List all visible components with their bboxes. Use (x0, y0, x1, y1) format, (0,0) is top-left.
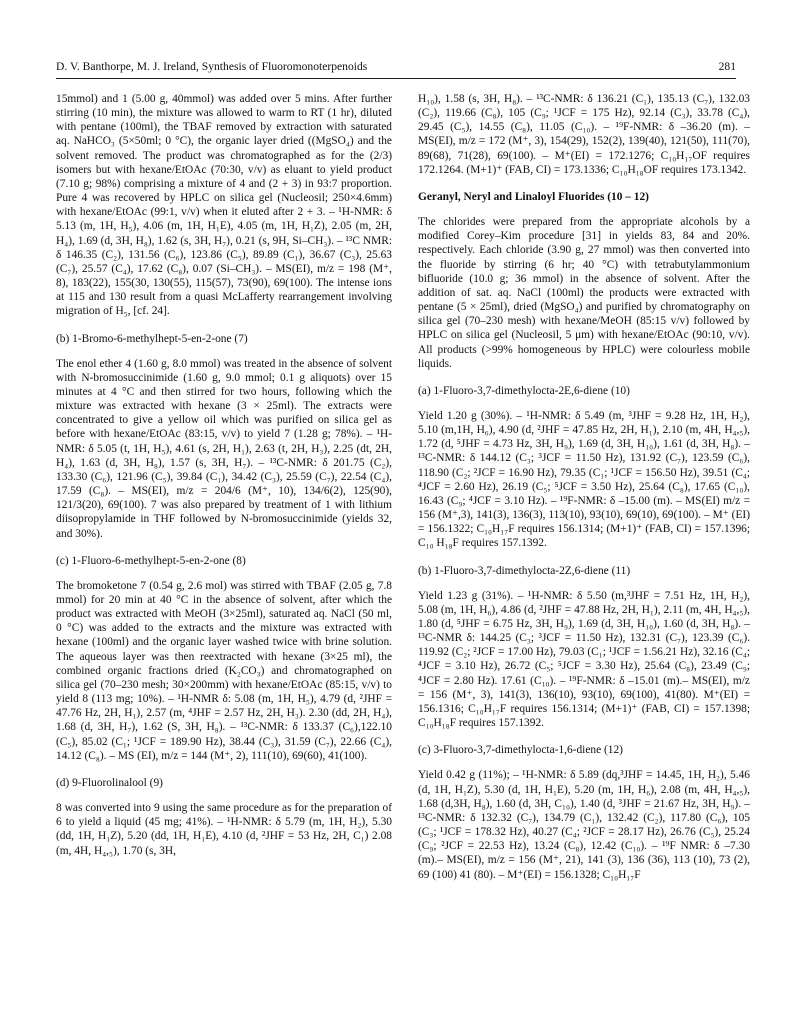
section-heading-c-linaloyl-fluoride: (c) 3-Fluoro-3,7-dimethylocta-1,6-diene (12) (418, 744, 623, 757)
paragraph-fluorolinalool-synthesis: 8 was converted into 9 using the same procedure as for the preparation of 6 to yield a liquid (45 mg; 41%). – ¹H-NMR: δ 5.79 (m, 1H, H₂), 5.30 (dd, 1H, H₁Z), 5.20 (dd, 1H, H₁E), 4.10 (d, ²JHF = 53 Hz, 2H, C₁) 2.08 (m, 4H, H₄,₅), 1.70 (s, 3H, (56, 802, 392, 857)
paragraph-neryl-fluoride: Yield 1.23 g (31%). – ¹H-NMR: δ 5.50 (m,³JHF = 7.51 Hz, 1H, H₂), 5.08 (m, 1H, H₆), 4.86 (d, ²JHF = 47.88 Hz, 2H, H₁), 2.11 (m, 4H, H₄,₅), 1.80 (d, ⁵JHF = 6.75 Hz, 3H, H₉), 1.69 (d, 3H, H₁₀), 1.60 (d, 3H, H₈). – ¹³C-NMR δ: 144.25 (C₃; ³JCF = 11.50 Hz), 132.31 (C₇), 123.39 (C₆). 119.92 (C₂; ²JCF = 17.00 Hz), 79.03 (C₁; ¹JCF = 1.56.21 Hz), 32.16 (C₄; ⁴JCF = 3.10 Hz), 26.72 (C₅; ⁵JCF = 3.30 Hz), 25.64 (C₈), 23.49 (C₉; ⁴JCF = 2.80 Hz). 17.61 (C₁₀). – ¹⁹F-NMR: δ –15.01 (m).– MS(EI), m/z = 156 (M⁺, 3), 141(3), 136(10), 93(10), 69(100), 41(80). M⁺(EI) = 156.1316; C₁₀H₁₇F requires 156.1314; (M+1)⁺ (FAB, CI) = 157.1398; C₁₀H₁₈F requires 157.1392. (418, 589, 750, 730)
section-heading-a-geranyl-fluoride: (a) 1-Fluoro-3,7-dimethylocta-2E,6-diene (10) (418, 384, 630, 397)
section-heading-d-fluorolinalool: (d) 9-Fluorolinalool (9) (56, 776, 163, 789)
paragraph-fluorolinalool-data: H₁₀), 1.58 (s, 3H, H₈). – ¹³C-NMR: δ 136.21 (C₁), 135.13 (C₇), 132.03 (C₂), 119.66 (C₈), 105 (C₉; ¹JCF = 175 Hz), 92.14 (C₃), 33.78 (C₄), 29.45 (C₅), 14.55 (C₈), 11.05 (C₁₀). – ¹⁹F-NMR: δ –36.20 (m). – MS(EI), m/z = 172 (M⁺, 3), 154(29), 152(2), 139(40), 121(50), 111(70), 89(68), 71(28), 69(100). – M⁺(EI) = 172.1276; C₁₀H₁₇OF requires 172.1264. (M+1)⁺ (FAB, CI) = 173.1336; C₁₀H₁₈OF requires 173.1342. (418, 93, 750, 176)
section-heading-fluorides: Geranyl, Neryl and Linaloyl Fluorides (10 – 12) (418, 190, 649, 203)
paragraph-linaloyl-fluoride: Yield 0.42 g (11%); – ¹H-NMR: δ 5.89 (dq,³JHF = 14.45, 1H, H₂), 5.46 (d, 1H, H₁Z), 5.30 (d, 1H, H₁E), 5.20 (m, 1H, H₆), 2.08 (m, 4H, H₄,₅), 1.68 (d,3H, H₈), 1.60 (d, 3H, C₁₀), 1.40 (d, ³JHF = 21.67 Hz, 3H, H₉). – ¹³C-NMR: δ 132.32 (C₇), 134.79 (C₁), 132.42 (C₂), 117.80 (C₆), 105 (C₃; ¹JCF = 178.32 Hz), 40.27 (C₄; ²JCF = 28.17 Hz), 26.76 (C₅), 25.24 (C₉; ²JCF = 22.53 Hz), 13.24 (C₈), 12.42 (C₁₀). – ¹⁹F NMR: δ –7.30 (m).– MS(EI), m/z = 156 (M⁺, 21), 141 (3), 136 (36), 113 (10), 73 (2), 69 (100) 41 (80). – M⁺(EI) = 156.1328; C₁₀H₁₇F (418, 769, 750, 881)
paragraph-bromoketone-synthesis: The enol ether 4 (1.60 g, 8.0 mmol) was treated in the absence of solvent with N-bromosuccinimide (1.60 g, 9.0 mmol; 0.1 g aliquots) over 15 minutes at 4 °C and then stirred for two hours, following which the mixture was extracted with hexane (3 × 25ml). The extracts were concentrated to give a yellow oil which was purified on silica gel as before with hexane/EtOAc (83:15, v/v) to yield 7 (1.28 g; 78%). – ¹H-NMR: δ 5.05 (t, 1H, H₅), 4.61 (s, 2H, H₁), 2.63 (t, 2H, H₃), 2.25 (dt, 2H, H₄), 1.63 (d, 3H, H₈), 1.57 (s, 3H, H₇). – ¹³C-NMR: δ 201.75 (C₂), 133.30 (C₆), 121.96 (C₅), 39.84 (C₁), 34.42 (C₃), 25.59 (C₇), 22.54 (C₄), 17.59 (C₈). – MS(EI), m/z = 204/6 (M⁺, 10), 134/6(2), 125(90), 121/3(20), 69(100). 7 was also prepared by treatment of 1 with lithium diisopropylamide in THF followed by N-bromosuccinimide (yields 32, and 30%). (56, 357, 392, 540)
page-number: 281 (718, 60, 736, 73)
section-heading-b-neryl-fluoride: (b) 1-Fluoro-3,7-dimethylocta-2Z,6-diene (11) (418, 564, 631, 577)
running-title: D. V. Banthorpe, M. J. Ireland, Synthesis of Fluoromonoterpenoids (56, 60, 368, 73)
paragraph-fluorides-general: The chlorides were prepared from the appropriate alcohols by a modified Corey–Kim procedure [31] in yields 83, 84 and 20%. respectively. Each chloride (3.90 g, 27 mmol) was then converted into the fluoride by stirring (6 hr; 40 °C) with tetrabutylammonium bifluoride (10.0 g; 36 mmol) in the absence of solvent. After the addition of sat. aq. NaCl (100ml) the products were extracted with pentane (5 × 25ml), dried (MgSO₄) and purified by chromatography on silica gel (70–230 mesh) with hexane/MeOH (85:15 v/v) followed by HPLC on silica gel (Nucleosil, 5 μm) with hexane/EtOAc (90:10, v/v). All products (>99% homogeneous by HPLC) were colourless mobile liquids. (418, 216, 750, 370)
left-column (56, 92, 392, 858)
right-column (418, 92, 750, 882)
running-header (56, 60, 736, 73)
section-heading-b-bromoketone: (b) 1-Bromo-6-methylhept-5-en-2-one (7) (56, 332, 248, 345)
section-heading-c-fluoroketone: (c) 1-Fluoro-6-methylhept-5-en-2-one (8) (56, 554, 246, 567)
paragraph-fluoroketone-synthesis: The bromoketone 7 (0.54 g, 2.6 mol) was stirred with TBAF (2.05 g, 7.8 mmol) for 20 min at 40 °C in the absence of solvent, after which the product was extracted with MeOH (3×25ml), saturated aq. NaCl (50 ml, 0 °C) was added to the extracts and the mixture was extracted with hexane (100ml) and the organic layer washed twice with brine solution. The aqueous layer was then reextracted with hexane (3×25 ml), the combined organic fractions dried (K₂CO₃) and chromatographed on silica gel (70–230 mesh; 30×200mm) with hexane/EtOAc (85:15, v/v) to yield 8 (113 mg; 10%). – ¹H-NMR δ: 5.08 (m, 1H, H₅), 4.79 (d, ²JHF = 47.76 Hz, 2H, H₁), 2.57 (m, ⁴JHF = 2.57 Hz, 2H, H₃). 2.30 (dd, 2H, H₄), 1.68 (d, 3H, H₇), 1.62 (S, 3H, H₈). – ¹³C-NMR: δ 133.37 (C₆),122.10 (C₅), 85.02 (C₁; ¹JCF = 189.90 Hz), 38.44 (C₃), 31.59 (C₇), 22.66 (C₄), 14.12 (C₈). – MS (EI), m/z = 144 (M⁺, 2), 111(10), 69(60), 41(100). (56, 579, 392, 762)
paragraph-continued-procedure: 15mmol) and 1 (5.00 g, 40mmol) was added over 5 mins. After further stirring (10 min), the mixture was allowed to warm to RT (1 hr), diluted with pentane (100ml), the TBAF removed by extraction with saturated aq. NaHCO₃ (5×50ml; 0 °C), the organic layer dried ((MgSO₄) and the solvent removed. The product was chromatographed as for the (2/3) isomers but with hexane/EtOAc (70:30, v/v) as eluant to yield product (7.10 g; 98%) comprising a mixture of 4 and (2 + 3) in 93:7 proportion. Pure 4 was recovered by HPLC on silica gel (Nucleosil; 250×4.6mm) with hexane/EtOAc (99:1, v/v) when it eluted after 2 + 3. – ¹H-NMR: δ 5.13 (m, 1H, H₅), 4.06 (m, 1H, H₁E), 4.05 (m, 1H, H₁Z), 2.05 (m, 2H, H₄), 1.69 (d, 3H, H₈), 1.62 (s, 3H, H₇), 0.21 (s, 9H, Si–CH₃). – ¹³C NMR: δ 146.35 (C₂), 131.56 (C₆), 123.86 (C₅), 89.89 (C₁), 36.67 (C₃), 25.63 (C₇), 25.57 (C₄), 17.62 (C₈), 0.07 (Si–CH₃). – MS(EI), m/z = 198 (M⁺, 8), 183(22), 155(30, 130(55), 115(57), 73(90), 69(100). The intense ions at 115 and 130 result from a quasi McLafferty rearrangement involving migration of H₅, [cf. 24]. (56, 93, 392, 318)
paragraph-geranyl-fluoride: Yield 1.20 g (30%). – ¹H-NMR: δ 5.49 (m, ³JHF = 9.28 Hz, 1H, H₂), 5.10 (m,1H, H₆), 4.90 (d, ²JHF = 47.85 Hz, 2H, H₁), 2.10 (m, 4H, H₄,₅), 1.72 (d, ⁵JHF = 4.73 Hz, 3H, H₉), 1.69 (d, 3H, H₁₀), 1.61 (d, 3H, H₈). – ¹³C-NMR: δ 144.12 (C₃; ³JCF = 11.50 Hz), 131.92 (C₇), 123.59 (C₆), 118.90 (C₂; ²JCF = 16.90 Hz), 79.35 (C₁; ¹JCF = 156.50 Hz), 39.51 (C₄; ⁴JCF = 2.60 Hz), 26.19 (C₅; ⁵JCF = 3.50 Hz), 25.64 (C₈), 17.65 (C₁₀), 16.43 (C₉; ⁴JCF = 3.10 Hz). – ¹⁹F-NMR: δ –15.00 (m). – MS(EI) m/z = 156 (M⁺,3), 141(3), 136(3), 113(10), 93(10), 69(10), 69(100). – M⁺ (EI) = 156.1322; C₁₀H₁₇F requires 156.1314; (M+1)⁺ (FAB, CI) = 157.1396; C₁₀ H₁₈F requires 157.1392. (418, 409, 750, 550)
header-rule (56, 78, 736, 79)
